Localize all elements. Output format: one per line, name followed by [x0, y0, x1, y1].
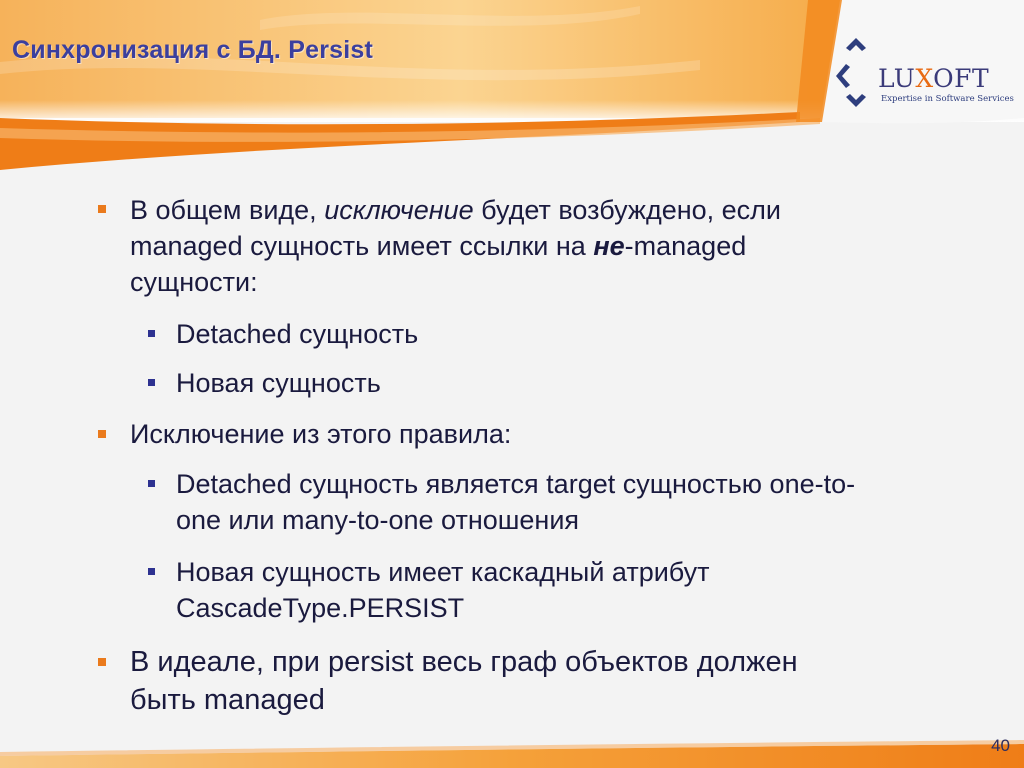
- sub-bullet-square-icon: [148, 480, 155, 487]
- slide-footer: [0, 738, 1024, 768]
- slide-title: Синхронизация с БД. Persist: [12, 36, 374, 64]
- sub-bullet-item: Новая сущность имеет каскадный атрибут CascadeType.PERSIST: [176, 557, 710, 623]
- sub-bullet-square-icon: [148, 330, 155, 337]
- sub-bullet-item: Detached сущность является target сущностью one-to- one или many-to-one отношения: [176, 469, 856, 535]
- bullet-square-icon: [98, 205, 106, 213]
- sub-bullet-item: Новая сущность: [176, 368, 381, 398]
- bullet-square-icon: [98, 430, 106, 438]
- sub-bullet-square-icon: [148, 568, 155, 575]
- page-number: 40: [991, 736, 1010, 755]
- bullet-item: Исключение из этого правила:: [130, 419, 512, 449]
- bullet-line: managed сущность имеет ссылки на не-managed: [130, 231, 747, 261]
- bullet-item: В идеале, при persist весь граф объектов должен быть managed: [130, 646, 798, 716]
- bullet-item: [130, 192, 930, 300]
- sub-bullet-item: Detached сущность: [176, 319, 419, 349]
- sub-bullet-square-icon: [148, 379, 155, 386]
- bullet-square-icon: [98, 658, 106, 666]
- logo-tagline: Expertise in Software Services: [881, 94, 1014, 104]
- logo-wordmark: LUXOFT: [878, 64, 990, 93]
- bullet-line: сущности:: [130, 267, 258, 297]
- bullet-line: В общем виде, исключение будет возбуждено, если: [130, 195, 781, 225]
